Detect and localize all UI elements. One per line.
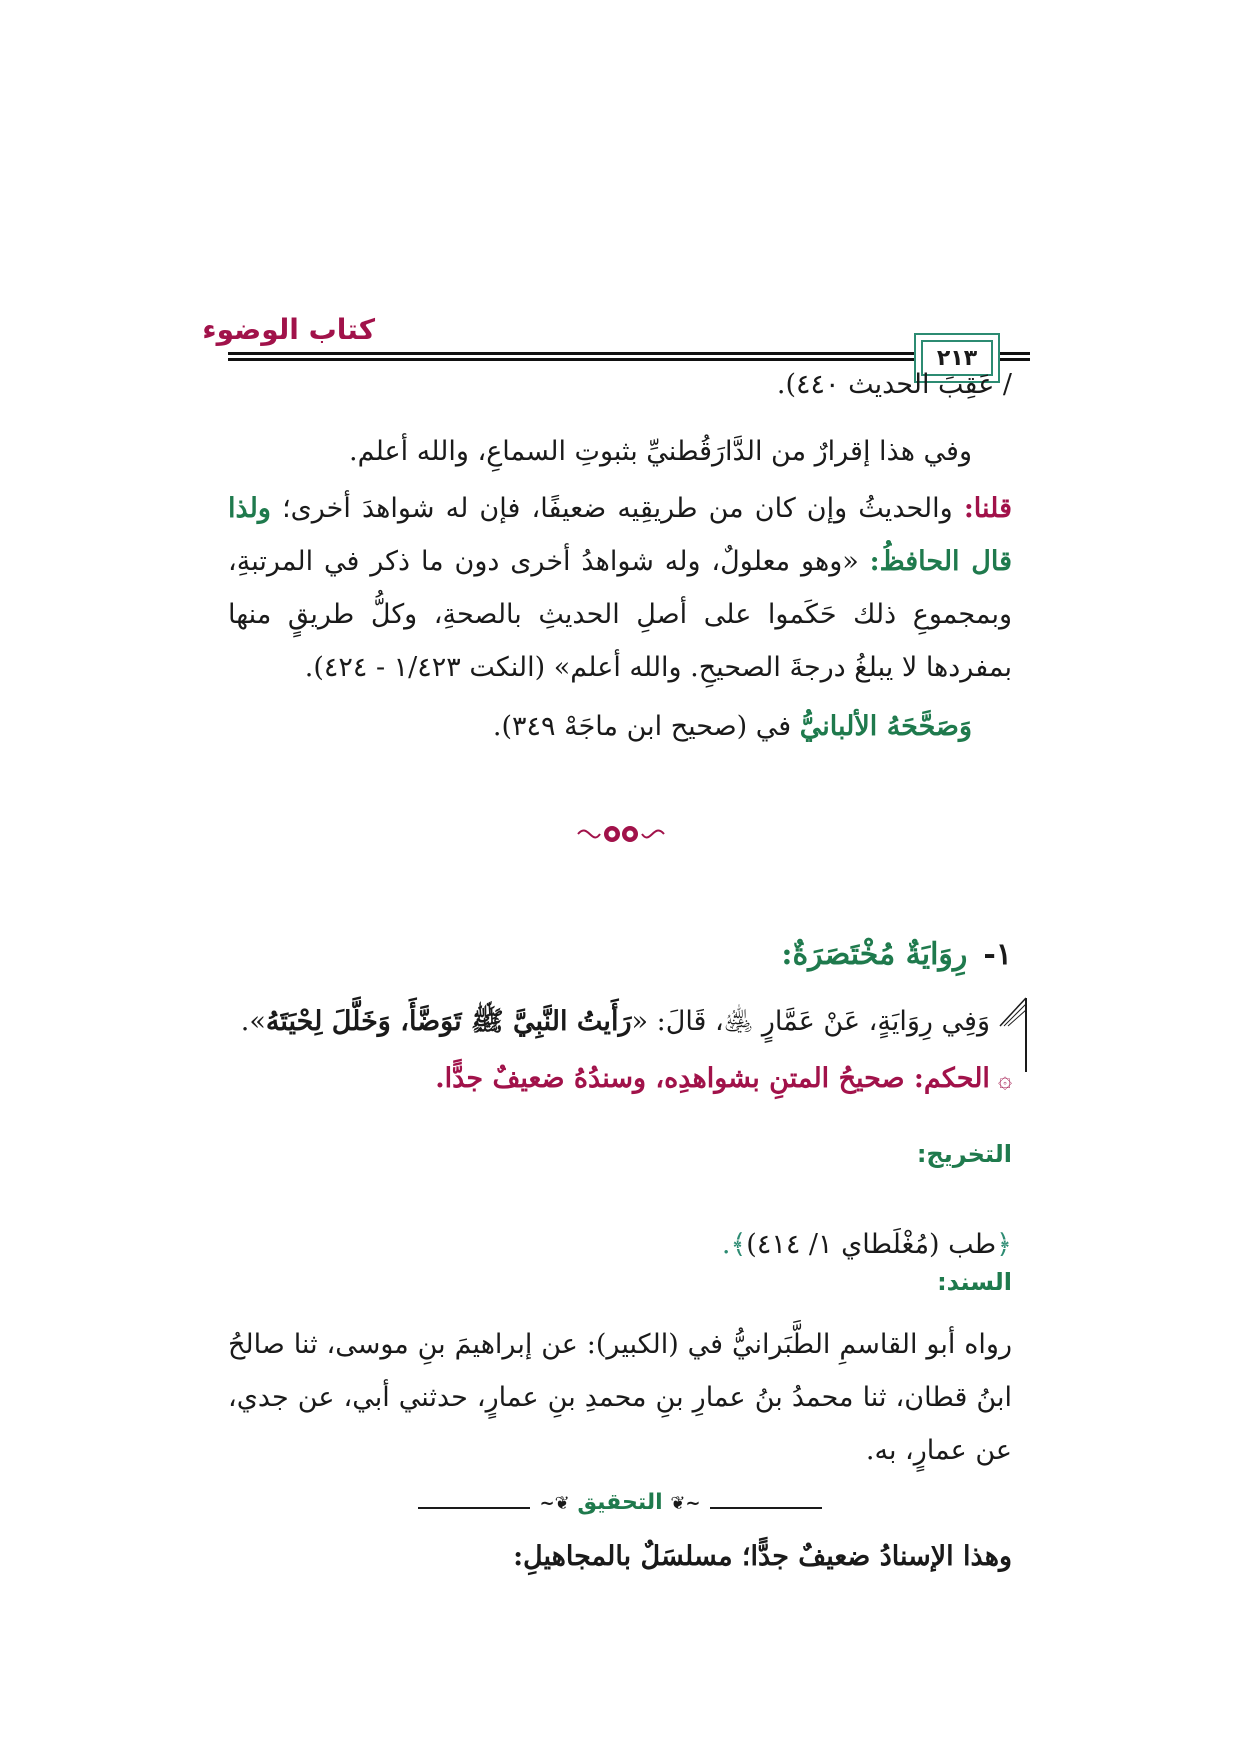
section-heading bbox=[781, 937, 1012, 972]
swirl-right-icon: ❦∽ bbox=[539, 1493, 570, 1514]
takhrij-heading: التخريج: bbox=[916, 1140, 1012, 1168]
paragraph-dar-qutni: وفي هذا إقرارٌ من الدَّارَقُطنيِّ بثبوتِ السماعِ، والله أعلم. bbox=[349, 436, 972, 467]
albani-text: في (صحيح ابن ماجَهْ ٣٤٩). bbox=[492, 711, 800, 742]
bracket-close: ﴾. bbox=[721, 1229, 747, 1260]
hafiz-label: ولذا قال الحافظُ: bbox=[228, 493, 1012, 577]
sanad-heading: السند: bbox=[937, 1268, 1012, 1296]
tahqiq-title: التحقيق bbox=[577, 1490, 663, 1515]
final-statement: وهذا الإسنادُ ضعيفٌ جدًّا؛ مسلسَلٌ بالمجاهيلِ: bbox=[513, 1541, 1012, 1572]
hadith-matn: رَأَيتُ النَّبِيَّ ﷺ تَوَضَّأَ، وَخَلَّلَ لِحْيَتَهُ bbox=[265, 1006, 632, 1037]
floral-ornament-icon bbox=[574, 816, 668, 852]
takhrij-source-text: طب (مُغْلَطاي ١/ ٤١٤) bbox=[746, 1229, 997, 1260]
bracket-open: ﴿ bbox=[996, 1229, 1012, 1260]
section-number: ١- bbox=[983, 937, 1012, 972]
section-title: رِوَايَةٌ مُخْتَصَرَةٌ: bbox=[781, 937, 968, 972]
hadith-end: ». bbox=[240, 1006, 266, 1037]
qulna-text: والحديثُ وإن كان من طريقِيه ضعيفًا، فإن له شواهدَ أخرى؛ bbox=[270, 493, 964, 524]
paragraph-albani bbox=[228, 700, 1012, 753]
ruling-line bbox=[435, 1052, 1012, 1106]
running-header-title: كتاب الوضوء bbox=[202, 313, 375, 346]
paragraph-qulna bbox=[228, 482, 1012, 694]
paragraph-continuation: / عَقِبَ الحديث ٤٤٠). bbox=[776, 369, 1012, 400]
takhrij-source bbox=[722, 1218, 1012, 1271]
hadith-text bbox=[220, 995, 990, 1048]
tahqiq-divider bbox=[418, 1490, 822, 1524]
hadith-intro: وَفِي رِوَايَةٍ، عَنْ عَمَّارٍ ﵁، قَالَ: « bbox=[631, 1006, 990, 1037]
ruling-label: الحكم: bbox=[913, 1063, 990, 1094]
sanad-text: رواه أبو القاسمِ الطَّبَرانيُّ في (الكبير): عن إبراهيمَ بنِ موسى، ثنا صالحُ ابنُ قطان، ثنا محمدُ بنُ عمارِ بنِ محمدِ بنِ عمارٍ، حدثني أبي، عن جدي، عن عمارٍ، به. bbox=[228, 1329, 1012, 1466]
ruling-text: صحيحُ المتنِ بشواهدِه، وسندُهُ ضعيفٌ جدًّا. bbox=[435, 1063, 914, 1094]
qulna-label: قلنا: bbox=[963, 493, 1012, 524]
swirl-left-icon: ∽❦ bbox=[670, 1493, 701, 1514]
page-number: ٢١٣ bbox=[921, 340, 993, 376]
albani-label: وَصَحَّحَهُ الألبانيُّ bbox=[799, 711, 972, 742]
flower-icon: ۞ bbox=[997, 1065, 1012, 1093]
hafiz-quote: «وهو معلولٌ، وله شواهدُ أخرى دون ما ذكر في المرتبةِ، وبمجموعِ ذلك حَكَموا على أصلِ الحديثِ بالصحةِ، وكلُّ طريقٍ منها بمفردها لا يبلغُ درجةَ الصحيحِ. والله أعلم» (النكت ١/٤٢٣ - ٤٢٤). bbox=[228, 546, 1012, 683]
